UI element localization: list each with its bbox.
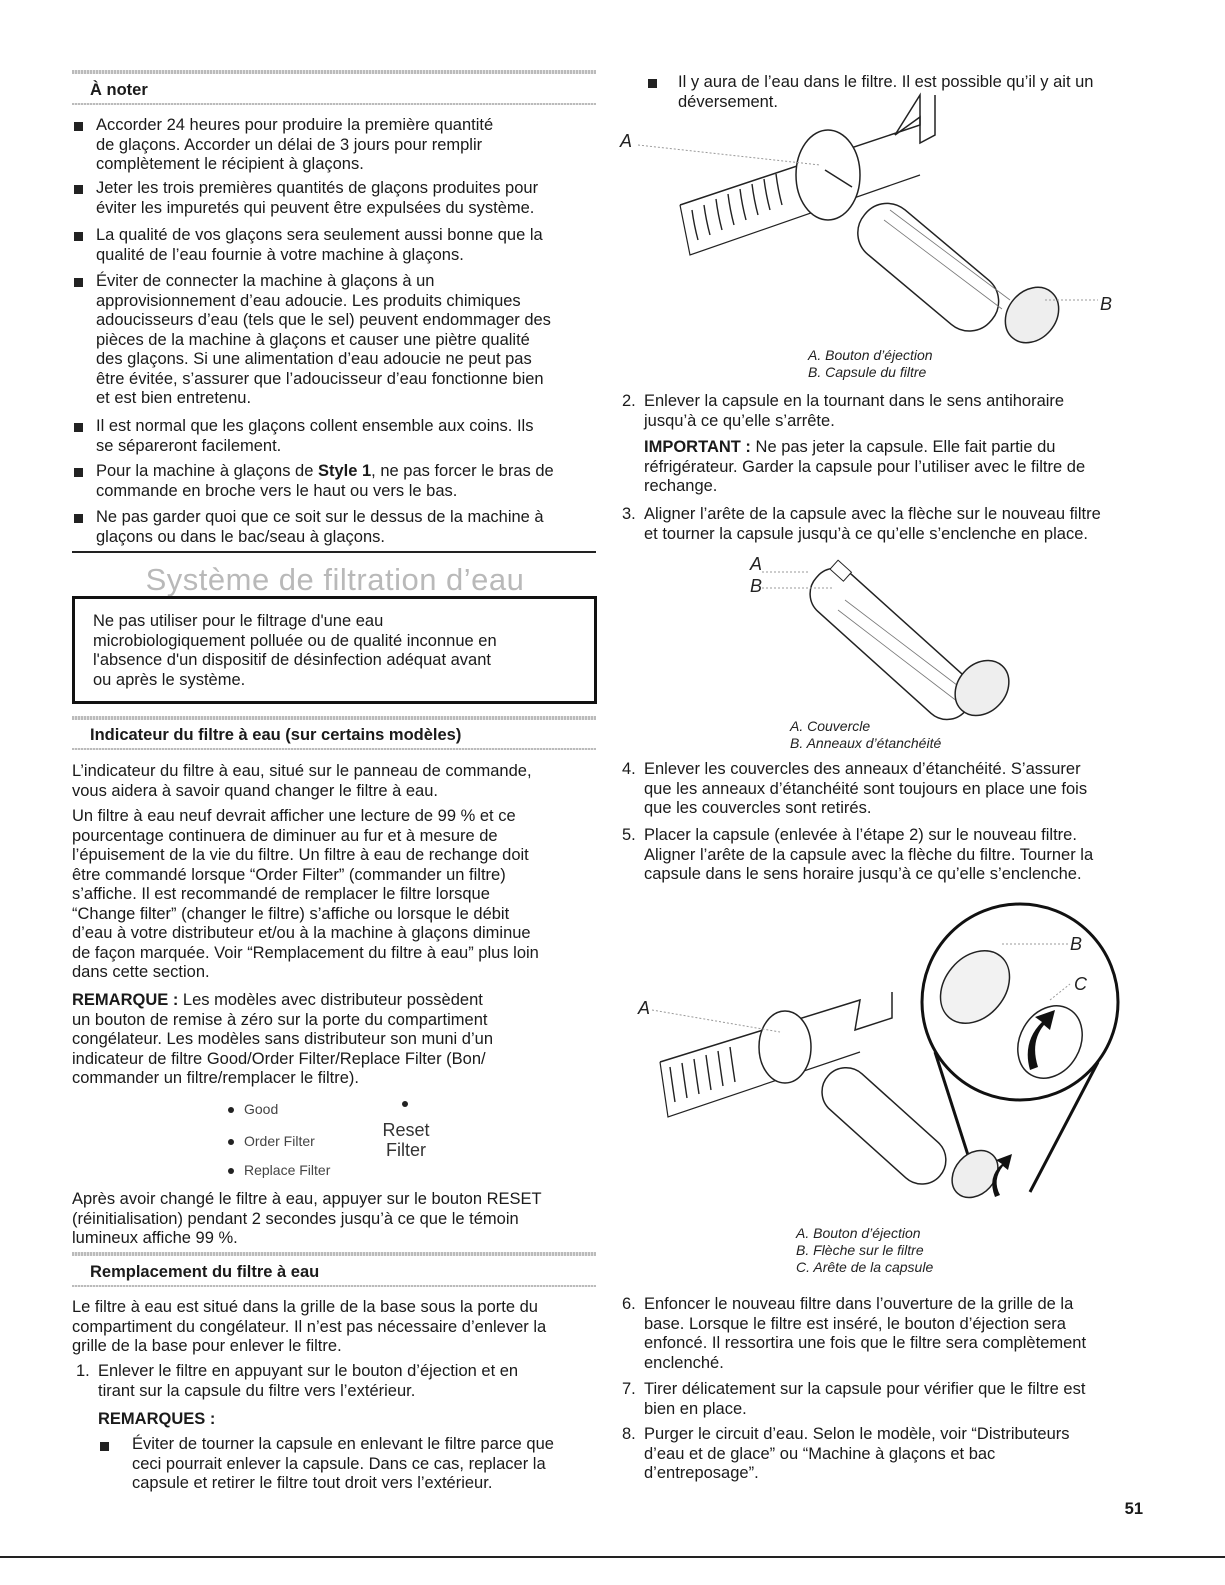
step-3-text: Aligner l’arête de la capsule avec la flèche sur le nouveau filtre et tourner la capsule jusqu’à ce qu’elle s’enclenche en place.: [644, 505, 1101, 543]
bullet-marker: [74, 514, 83, 523]
fig2-label-b: B: [750, 576, 763, 596]
page-number: 51: [1124, 1500, 1143, 1518]
page-bottom-rule: [0, 1556, 1225, 1558]
legend-good: Good: [228, 1101, 278, 1117]
step-number: 5.: [622, 826, 636, 844]
fig3-label-a: A: [638, 998, 651, 1018]
section-title: Système de filtration d’eau: [145, 562, 525, 597]
step-8-text: Purger le circuit d’eau. Selon le modèle, voir “Distributeurs d’eau et de glace” ou “Machine à glaçons et bac d’entreposage”.: [644, 1425, 1070, 1482]
bullet-marker: [74, 185, 83, 194]
replace-top-rule: [72, 1252, 596, 1256]
bullet-marker: [648, 79, 657, 88]
remarque-paragraph: REMARQUE : Les modèles avec distributeur possèdent un bouton de remise à zéro sur la porte du compartiment congélateur. Les modèles sans distributeur son muni d’un indicateur de filtre Good/Order Filter/Replace Filter (Bon/ commander un filtre/remplacer le filtre).: [72, 991, 493, 1087]
note-bullet-5: Il est normal que les glaçons collent ensemble aux coins. Ils se sépareront facilement.: [96, 417, 534, 455]
figure-filter-removal: [620, 95, 1140, 355]
note-bottom-rule: [72, 103, 596, 105]
remarques-bullet: Éviter de tourner la capsule en enlevant le filtre parce que ceci pourrait enlever la capsule. Dans ce cas, replacer la capsule et retirer le filtre tout droit vers l’extérieur.: [132, 1435, 554, 1492]
step-6-text: Enfoncer le nouveau filtre dans l’ouverture de la grille de la base. Lorsque le filtre est inséré, le bouton d’éjection sera enfoncé. Il ressortira une fois que le filtre sera complètement enclenché.: [644, 1295, 1087, 1372]
reset-light-icon: [402, 1101, 408, 1107]
replace-bottom-rule: [72, 1285, 596, 1287]
step-1-text: Enlever le filtre en appuyant sur le bouton d’éjection et en tirant sur la capsule du filtre vers l’extérieur.: [98, 1362, 519, 1400]
step-number: 6.: [622, 1295, 636, 1313]
indicator-title: Indicateur du filtre à eau (sur certains modèles): [90, 726, 462, 744]
step-number: 4.: [622, 760, 636, 778]
note-bullet-style: Pour la machine à glaçons de Style 1, ne pas forcer le bras de commande en broche vers le haut ou vers le bas.: [96, 462, 554, 500]
note-title: À noter: [90, 81, 148, 99]
fig1-label-b: B: [1100, 294, 1113, 314]
reset-filter-label: Reset Filter: [382, 1120, 430, 1160]
after-reset-paragraph: Après avoir changé le filtre à eau, appuyer sur le bouton RESET (réinitialisation) pendant 2 secondes jusqu’à ce que le témoin lumineux affiche 99 %.: [72, 1190, 542, 1247]
fig3-label-b: B: [1070, 934, 1083, 954]
fig3-caption: A. Bouton d’éjection B. Flèche sur le filtre C. Arête de la capsule: [796, 1225, 934, 1275]
warning-text: Ne pas utiliser pour le filtrage d'une eau microbiologiquement polluée ou de qualité inconnue en l'absence d'un dispositif de désinfection adéquat avant ou après le système.: [93, 612, 497, 689]
note-top-rule: [72, 70, 596, 74]
bullet-marker: [100, 1442, 109, 1451]
remarques-label: REMARQUES :: [98, 1410, 216, 1428]
legend-replace-filter: Replace Filter: [228, 1162, 330, 1178]
bullet-marker: [74, 468, 83, 477]
figure-new-filter: [750, 550, 1030, 720]
warning-box: [72, 596, 597, 704]
bullet-marker: [74, 122, 83, 131]
fig2-label-a: A: [750, 554, 763, 574]
replace-title: Remplacement du filtre à eau: [90, 1263, 320, 1281]
step-number: 7.: [622, 1380, 636, 1398]
section-divider: [72, 551, 596, 553]
indicator-paragraph-2: Un filtre à eau neuf devrait afficher une lecture de 99 % et ce pourcentage continuera de diminuer au fur et à mesure de l’épuisement de la vie du filtre. Un filtre à eau de rechange doit être commandé lorsque “Order Filter” (commander un filtre) s’affiche. Il est recommandé de remplacer le filtre lorsque “Change filter” (changer le filtre) s’affiche ou lorsque le débit d’eau à votre distributeur et/ou à la machine à glaçons diminue de façon marquée. Voir “Remplacement du filtre à eau” plus loin dans cette section.: [72, 807, 539, 981]
fig2-caption: A. Couvercle B. Anneaux d’étanchéité: [790, 718, 942, 751]
indicator-top-rule: [72, 716, 596, 720]
indicator-light-icon: [228, 1139, 234, 1145]
bullet-marker: [74, 423, 83, 432]
step-7-text: Tirer délicatement sur la capsule pour vérifier que le filtre est bien en place.: [644, 1380, 1086, 1418]
step-number: 3.: [622, 505, 636, 523]
indicator-light-icon: [228, 1168, 234, 1174]
fig1-label-a: A: [620, 131, 633, 151]
indicator-paragraph-1: L’indicateur du filtre à eau, situé sur le panneau de commande, vous aidera à savoir quand changer le filtre à eau.: [72, 762, 532, 800]
step-2-text: Enlever la capsule en la tournant dans le sens antihoraire jusqu’à ce qu’elle s’arrête.: [644, 392, 1065, 430]
note-bullet-6: Ne pas garder quoi que ce soit sur le dessus de la machine à glaçons ou dans le bac/seau à glaçons.: [96, 508, 544, 546]
indicator-bottom-rule: [72, 748, 596, 750]
right-top-bullet: Il y aura de l’eau dans le filtre. Il est possible qu’il y ait un déversement.: [678, 73, 1094, 111]
bullet-marker: [74, 232, 83, 241]
important-paragraph: IMPORTANT : Ne pas jeter la capsule. Elle fait partie du réfrigérateur. Garder la capsule pour l’utiliser avec le filtre de rechange.: [644, 438, 1086, 495]
note-bullet-3: La qualité de vos glaçons sera seulement aussi bonne que la qualité de l’eau fournie à votre machine à glaçons.: [96, 226, 543, 264]
figure-install-filter: [630, 892, 1130, 1222]
step-number: 2.: [622, 392, 636, 410]
note-bullet-1: Accorder 24 heures pour produire la première quantité de glaçons. Accorder un délai de 3 jours pour remplir complètement le récipient à glaçons.: [96, 116, 494, 173]
bullet-marker: [74, 278, 83, 287]
step-4-text: Enlever les couvercles des anneaux d’étanchéité. S’assurer que les anneaux d’étanchéité sont toujours en place une fois que les couvercles sont retirés.: [644, 760, 1088, 817]
legend-order-filter: Order Filter: [228, 1133, 315, 1149]
indicator-light-icon: [228, 1107, 234, 1113]
replace-paragraph: Le filtre à eau est situé dans la grille de la base sous la porte du compartiment du congélateur. Il n’est pas nécessaire d’enlever la grille de la base pour enlever le filtre.: [72, 1298, 547, 1355]
step-5-text: Placer la capsule (enlevée à l’étape 2) sur le nouveau filtre. Aligner l’arête de la capsule avec la flèche du filtre. Tourner la capsule dans le sens horaire jusqu’à ce qu’elle s’enclenche.: [644, 826, 1094, 883]
fig3-label-c: C: [1074, 974, 1087, 994]
note-bullet-2: Jeter les trois premières quantités de glaçons produites pour éviter les impuretés qui peuvent être expulsées du système.: [96, 179, 539, 217]
fig1-caption: A. Bouton d’éjection B. Capsule du filtre: [808, 347, 933, 380]
step-number: 8.: [622, 1425, 636, 1443]
note-bullet-4: Éviter de connecter la machine à glaçons à un approvisionnement d’eau adoucie. Les produits chimiques adoucisseurs d’eau (tels que le sel) peuvent endommager des pièces de la machine à glaçons et causer une piètre qualité des glaçons. Si une alimentation d’eau adoucie ne peut pas être évitée, s’assurer que l’adoucisseur d’eau fonctionne bien et est bien entretenu.: [96, 272, 551, 407]
step-number: 1.: [76, 1362, 90, 1380]
